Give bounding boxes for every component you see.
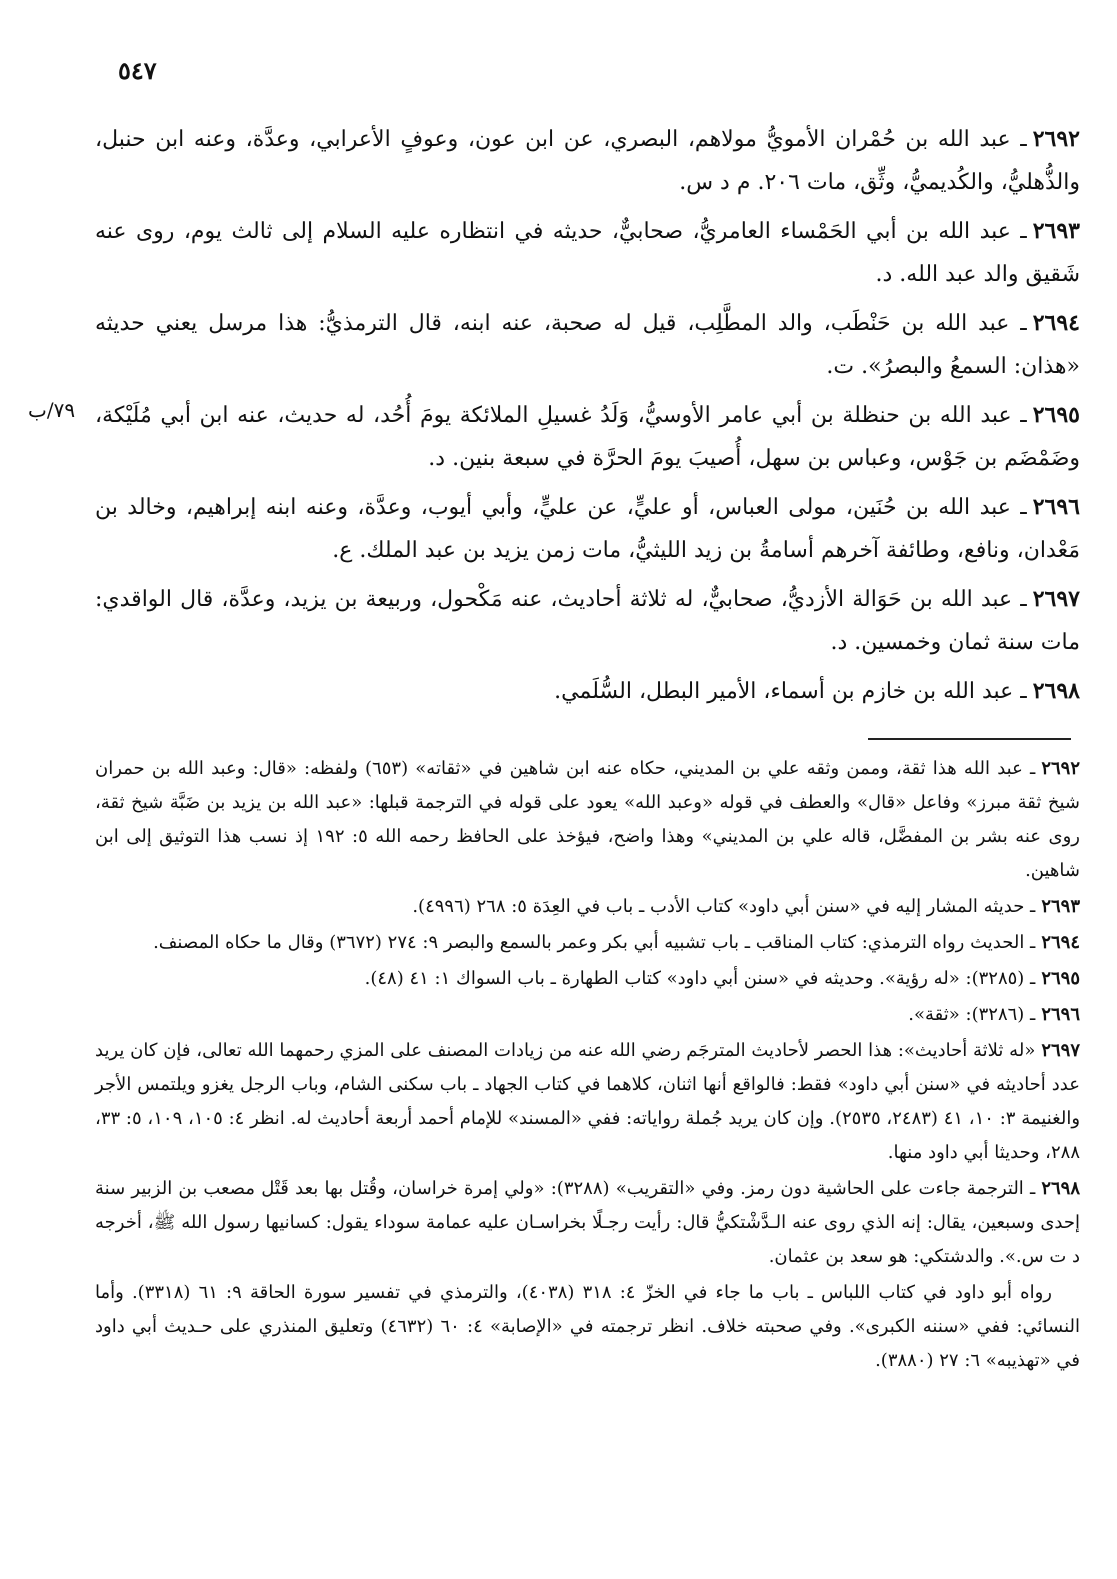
footnote-number: ٢٦٩٦ [1041, 1004, 1080, 1025]
entry [95, 578, 1080, 664]
footnote-number: ٢٦٩٧ [1041, 1040, 1080, 1061]
footnote-number: ٢٦٩٥ [1041, 968, 1080, 989]
footnotes [95, 752, 1080, 1378]
footnote-number: ٢٦٩٢ [1041, 758, 1080, 779]
entry-text: ـ عبد الله بن خازم بن أسماء، الأمير البطل، السُّلَمي. [554, 679, 1027, 704]
entry-text: ـ عبد الله بن حنظلة بن أبي عامر الأوسيُّ، وَلَدُ غسيلِ الملائكة يومَ أُحُد، له حديث، عنه ابن أبي مُلَيْكة، وضَمْضَم بن جَوْس، وعباس بن سهل، أُصيبَ يومَ الحرَّة في سبعة بنين. د. [95, 403, 1080, 471]
footnote-number: ٢٦٩٨ [1041, 1178, 1080, 1199]
footnote [95, 998, 1080, 1032]
footnote-text: ـ عبد الله هذا ثقة، وممن وثقه علي بن المديني، حكاه عنه ابن شاهين في «ثقاته» (٦٥٣) ولفظه: «قال: وعبد الله بن حمران شيخ ثقة مبرز» وفاعل «قال» والعطف في قوله «وعبد الله» يعود على قوله في الترجمة قبلها: «عبد الله بن يزيد بن ضَبَّة شيخ ثقة، روى عنه بشر بن المفضَّل، قاله علي بن المديني» وهذا واضح، فيؤخذ على الحافظ رحمه الله ٥: ١٩٢ إذ نسب هذا التوثيق إلى ابن شاهين. [95, 758, 1080, 881]
footnote-text: ـ الترجمة جاءت على الحاشية دون رمز. وفي «التقريب» (٣٢٨٨): «ولي إمرة خراسان، وقُتل بها بعد قَتْل مصعب بن الزبير سنة إحدى وسبعين، يقال: إنه الذي روى عنه الـدَّشْتكيُّ قال: رأيت رجـلًا بخراسـان عليه عمامة سوداء يقول: كسانيها رسول الله ﷺ، أخرجه د ت س.». والدشتكي: هو سعد بن عثمان. [95, 1178, 1080, 1267]
footnote-divider [868, 738, 1071, 740]
entry-number: ٢٦٩٧ [1032, 586, 1080, 612]
entry-text: ـ عبد الله بن حُنَين، مولى العباس، أو عليٍّ، عن عليٍّ، وأبي أيوب، وعدَّة، وعنه ابنه إبراهيم، وخالد بن مَعْدان، ونافع، وطائفة آخرهم أسامةُ بن زيد الليثيُّ، مات زمن يزيد بن عبد الملك. ع. [95, 495, 1080, 563]
footnote [95, 926, 1080, 960]
page-number: ٥٤٧ [118, 56, 157, 85]
margin-note: ٧٩/ب [28, 398, 76, 422]
entry [95, 394, 1080, 480]
footnote-number: ٢٦٩٤ [1041, 932, 1080, 953]
entry-number: ٢٦٩٣ [1032, 218, 1080, 244]
footnote-text: «له ثلاثة أحاديث»: هذا الحصر لأحاديث المترجَم رضي الله عنه من زيادات المصنف على المزي رحمهما الله تعالى، فإن كان يريد عدد أحاديثه في «سنن أبي داود» فقط: فالواقع أنها اثنان، كلاهما في كتاب الجهاد ـ باب سكنى الشام، وباب الرجل يغزو ويلتمس الأجر والغنيمة ٣: ١٠، ٤١ (٢٤٨٣، ٢٥٣٥). وإن كان يريد جُملة رواياته: ففي «المسند» للإمام أحمد أربعة أحاديث له. انظر ٤: ١٠٥، ١٠٩، ٥: ٣٣، ٢٨٨، وحديثا أبي داود منها. [95, 1040, 1081, 1163]
footnote-text: ـ (٣٢٨٥): «له رؤية». وحديثه في «سنن أبي داود» كتاب الطهارة ـ باب السواك ١: ٤١ (٤٨). [364, 968, 1036, 989]
entry-number: ٢٦٩٨ [1032, 678, 1080, 704]
entry [95, 486, 1080, 572]
footnote-continuation: رواه أبو داود في كتاب اللباس ـ باب ما جاء في الخزّ ٤: ٣١٨ (٤٠٣٨)، والترمذي في تفسير سورة الحاقة ٩: ٦١ (٣٣١٨). وأما النسائي: ففي «سننه الكبرى». وفي صحبته خلاف. انظر ترجمته في «الإصابة» ٤: ٦٠ (٤٦٣٢) وتعليق المنذري على حـديث أبي داود في «تهذيبه» ٦: ٢٧ (٣٨٨٠). [95, 1282, 1081, 1371]
footnote [95, 1034, 1080, 1170]
entry-number: ٢٦٩٤ [1032, 310, 1080, 336]
entry-number: ٢٦٩٥ [1032, 402, 1080, 428]
footnote-number: ٢٦٩٣ [1041, 896, 1080, 917]
footnote [95, 1172, 1080, 1274]
footnote [95, 752, 1080, 888]
entry-text: ـ عبد الله بن حَوَالة الأزديُّ، صحابيٌّ، له ثلاثة أحاديث، عنه مَكْحول، وربيعة بن يزيد، وعدَّة، قال الواقدي: مات سنة ثمان وخمسين. د. [95, 587, 1080, 655]
main-entries [95, 118, 1080, 719]
entry-text: ـ عبد الله بن حُمْران الأمويُّ مولاهم، البصري، عن ابن عون، وعوفٍ الأعرابي، وعدَّة، وعنه ابن حنبل، والذُّهليُّ، والكُديميُّ، وثِّق، مات ٢٠٦. م د س. [95, 127, 1080, 195]
footnote [95, 962, 1080, 996]
footnote-text: ـ حديثه المشار إليه في «سنن أبي داود» كتاب الأدب ـ باب في العِدَة ٥: ٢٦٨ (٤٩٩٦). [412, 896, 1036, 917]
entry-number: ٢٦٩٦ [1032, 494, 1080, 520]
entry [95, 118, 1080, 204]
entry-text: ـ عبد الله بن حَنْطَب، والد المطَّلِب، قيل له صحبة، عنه ابنه، قال الترمذيُّ: هذا مرسل يعني حديثه «هذان: السمعُ والبصرُ». ت. [95, 311, 1080, 379]
entry-number: ٢٦٩٢ [1032, 126, 1080, 152]
footnote-text: ـ الحديث رواه الترمذي: كتاب المناقب ـ باب تشبيه أبي بكر وعمر بالسمع والبصر ٩: ٢٧٤ (٣٦٧٢) وقال ما حكاه المصنف. [153, 932, 1036, 953]
footnote-text: ـ (٣٢٨٦): «ثقة». [908, 1004, 1036, 1025]
entry [95, 302, 1080, 388]
entry [95, 670, 1080, 713]
entry [95, 210, 1080, 296]
entry-text: ـ عبد الله بن أبي الحَمْساء العامريُّ، صحابيٌّ، حديثه في انتظاره عليه السلام إلى ثالث يوم، روى عنه شَقيق والد عبد الله. د. [95, 219, 1080, 287]
footnote [95, 890, 1080, 924]
